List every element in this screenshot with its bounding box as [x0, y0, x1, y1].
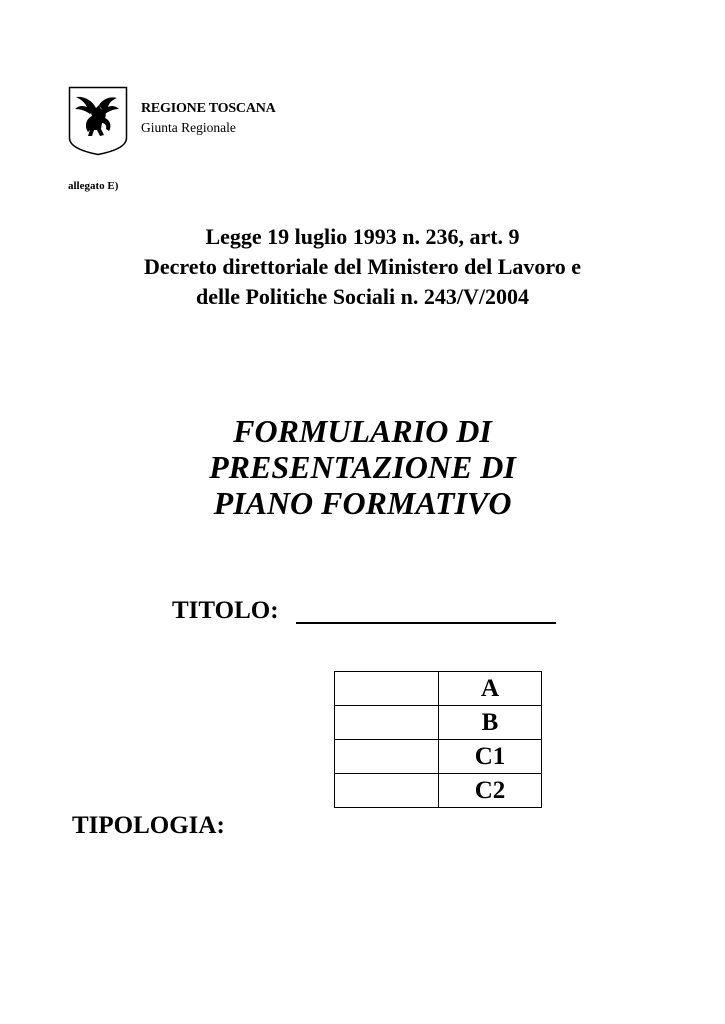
org-subtitle: Giunta Regionale — [141, 120, 236, 135]
document-title — [0, 413, 725, 521]
pegasus-emblem-icon — [68, 86, 128, 156]
tipologia-option: C1 — [439, 740, 542, 774]
table-row — [335, 774, 542, 808]
tipologia-checkbox-cell[interactable] — [335, 672, 439, 706]
tipologia-checkbox-cell[interactable] — [335, 774, 439, 808]
tipologia-option: C2 — [439, 774, 542, 808]
document-title-line: PRESENTAZIONE DI — [209, 449, 516, 485]
legal-references — [0, 222, 725, 312]
tipologia-option: B — [439, 706, 542, 740]
table-row — [335, 706, 542, 740]
tipologia-label: TIPOLOGIA: — [72, 812, 225, 839]
legal-reference-line: Decreto direttoriale del Ministero del Lavoro e — [143, 254, 582, 279]
regione-toscana-logo — [68, 86, 128, 156]
titolo-label: TITOLO: — [172, 597, 279, 624]
tipologia-table — [334, 671, 542, 808]
document-title-line: PIANO FORMATIVO — [213, 485, 512, 521]
titolo-blank-line — [296, 622, 556, 624]
legal-reference-line: delle Politiche Sociali n. 243/V/2004 — [195, 284, 530, 309]
tipologia-checkbox-cell[interactable] — [335, 740, 439, 774]
document-title-line: FORMULARIO DI — [233, 413, 492, 449]
attachment-label: allegato E) — [68, 180, 119, 192]
legal-reference-line: Legge 19 luglio 1993 n. 236, art. 9 — [205, 224, 520, 249]
table-row — [335, 740, 542, 774]
tipologia-option: A — [439, 672, 542, 706]
table-row — [335, 672, 542, 706]
org-name: REGIONE TOSCANA — [141, 101, 276, 116]
tipologia-checkbox-cell[interactable] — [335, 706, 439, 740]
